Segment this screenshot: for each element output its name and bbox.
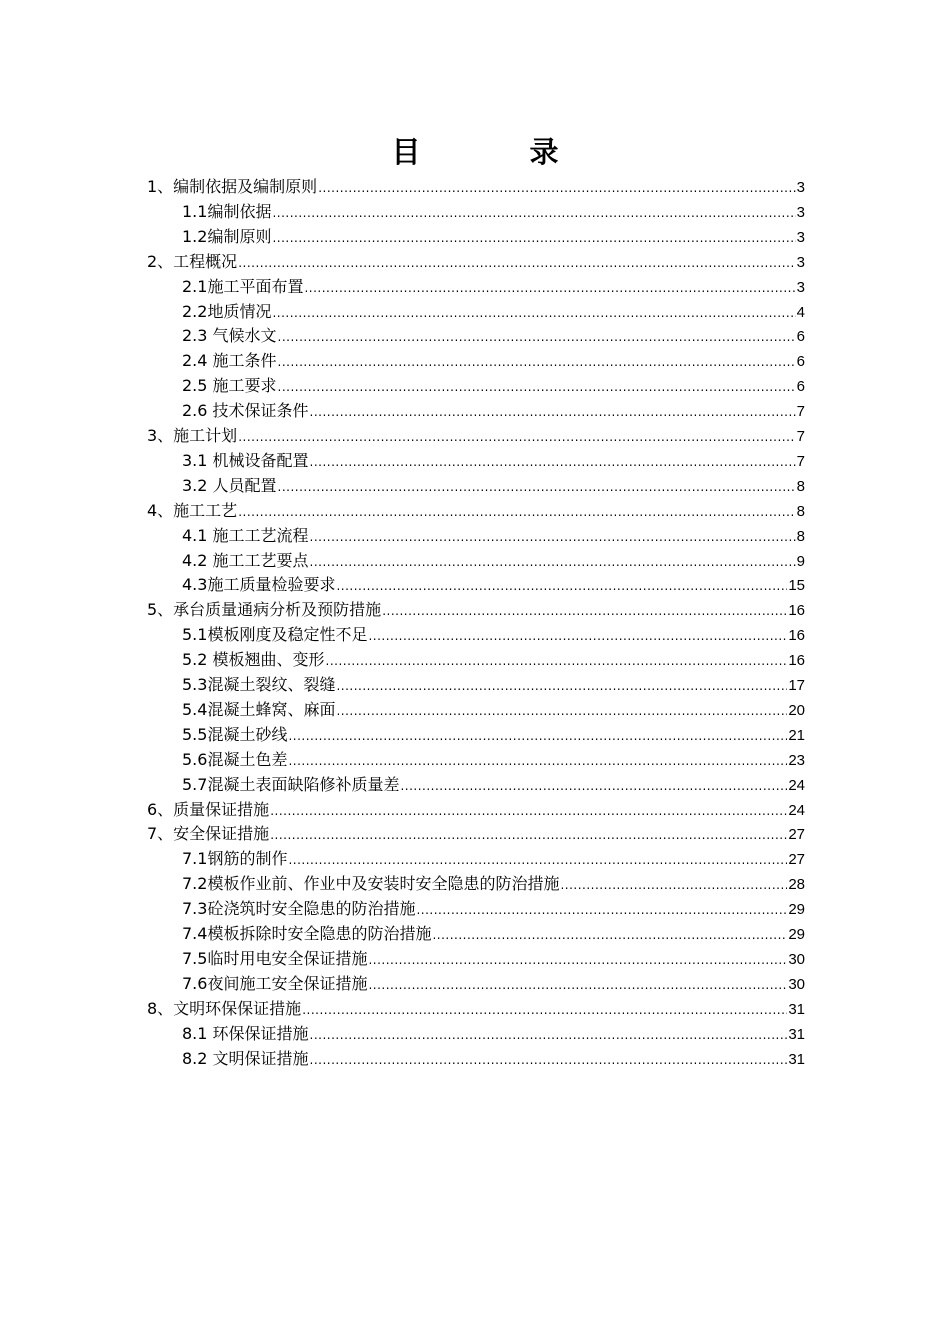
toc-page-number: 20 [788, 701, 805, 719]
toc-dot-leader [310, 525, 796, 549]
toc-dot-leader [278, 475, 796, 499]
toc-page-number: 3 [796, 179, 805, 196]
toc-entry[interactable] [182, 200, 805, 224]
toc-entry-title: 7.4模板拆除时安全隐患的防治措施 [182, 924, 432, 943]
toc-page-number: 29 [788, 901, 805, 919]
toc-entry-title: 2.1施工平面布置 [182, 276, 304, 296]
toc-dot-leader [336, 674, 787, 698]
toc-dot-leader [368, 948, 787, 972]
toc-page-number: 21 [788, 726, 805, 744]
toc-entry-title: 8.2 文明保证措施 [182, 1048, 309, 1068]
toc-entry[interactable] [182, 1047, 805, 1071]
toc-entry-title: 4.1 施工工艺流程 [182, 525, 309, 545]
toc-entry[interactable] [182, 922, 805, 946]
toc-dot-leader [270, 823, 787, 847]
toc-dot-leader [336, 699, 787, 723]
toc-entry-title: 1.2编制原则 [182, 226, 272, 246]
toc-page-number: 24 [788, 776, 805, 794]
toc-entry[interactable] [182, 947, 805, 971]
toc-dot-leader [416, 898, 787, 922]
toc-entry[interactable] [147, 997, 805, 1021]
toc-entry-title: 2.6 技术保证条件 [182, 401, 309, 421]
toc-dot-leader [272, 301, 795, 325]
toc-page-number: 3 [796, 203, 805, 221]
toc-entry-title: 2.5 施工要求 [182, 376, 277, 396]
toc-page-number: 3 [796, 228, 805, 246]
toc-entry[interactable] [182, 748, 805, 772]
toc-entry[interactable] [182, 1022, 805, 1046]
toc-entry[interactable] [147, 598, 805, 622]
toc-page-number: 31 [788, 1000, 805, 1018]
toc-page-number: 6 [796, 328, 805, 346]
toc-page-number: 30 [788, 975, 805, 993]
toc-entry-title: 1.1编制依据 [182, 201, 272, 221]
toc-page-number: 3 [796, 278, 805, 296]
toc-dot-leader [288, 724, 787, 748]
toc-dot-leader [432, 923, 787, 947]
toc-page-number: 23 [788, 751, 805, 769]
toc-entry[interactable] [182, 324, 805, 348]
toc-entry-title: 7.6夜间施工安全保证措施 [182, 973, 368, 993]
toc-page-number: 24 [788, 801, 805, 819]
toc-dot-leader [278, 350, 796, 374]
toc-dot-leader [400, 774, 787, 798]
toc-dot-leader [368, 624, 787, 648]
toc-entry-title: 5.5混凝土砂线 [182, 724, 288, 744]
toc-page-number: 31 [788, 1025, 805, 1043]
toc-entry[interactable] [182, 648, 805, 672]
toc-entry[interactable] [182, 972, 805, 996]
toc-entry-title: 8、文明环保保证措施 [147, 998, 302, 1018]
toc-dot-leader [382, 599, 787, 623]
toc-dot-leader [278, 375, 796, 399]
toc-entry[interactable] [182, 573, 805, 597]
toc-page-number: 6 [796, 353, 805, 371]
toc-entry-title: 5.1模板刚度及稳定性不足 [182, 625, 368, 645]
toc-entry[interactable] [182, 723, 805, 747]
toc-dot-leader [310, 1048, 788, 1072]
toc-entry[interactable] [182, 897, 805, 921]
toc-entry[interactable] [147, 424, 805, 448]
toc-page-number: 29 [788, 926, 805, 943]
toc-dot-leader [302, 998, 787, 1022]
toc-page-number: 8 [796, 477, 805, 495]
toc-page-number: 9 [796, 552, 805, 570]
toc-dot-leader [238, 500, 795, 524]
toc-entry[interactable] [147, 250, 805, 274]
toc-dot-leader [270, 799, 787, 823]
toc-dot-leader [278, 325, 796, 349]
toc-entry[interactable] [182, 872, 805, 896]
toc-dot-leader [304, 276, 795, 300]
toc-entry[interactable] [182, 524, 805, 548]
toc-page-number: 8 [796, 502, 805, 520]
toc-page-number: 6 [796, 378, 805, 396]
toc-entry-title: 3、施工计划 [147, 426, 238, 445]
toc-entry-title: 4、施工工艺 [147, 500, 238, 520]
toc-page-number: 30 [788, 950, 805, 968]
toc-page-number: 16 [788, 602, 805, 620]
toc-entry-title: 5、承台质量通病分析及预防措施 [147, 600, 382, 620]
toc-entry-title: 2.2地质情况 [182, 301, 272, 321]
toc-entry[interactable] [182, 474, 805, 498]
toc-entry[interactable] [182, 399, 805, 423]
toc-entry[interactable] [182, 225, 805, 249]
toc-entry-title: 5.3混凝土裂纹、裂缝 [182, 675, 336, 694]
toc-entry[interactable] [182, 549, 805, 573]
toc-entry[interactable] [147, 499, 805, 523]
toc-entry-title: 6、质量保证措施 [147, 799, 270, 819]
toc-entry[interactable] [182, 374, 805, 398]
toc-dot-leader [238, 425, 795, 449]
toc-dot-leader [288, 848, 787, 872]
toc-entry[interactable] [147, 822, 805, 846]
toc-entry-title: 7、安全保证措施 [147, 824, 270, 844]
toc-entry-title: 5.7混凝土表面缺陷修补质量差 [182, 774, 400, 794]
toc-entry-title: 7.2模板作业前、作业中及安装时安全隐患的防治措施 [182, 874, 560, 894]
toc-dot-leader [326, 649, 788, 673]
toc-entry-title: 4.2 施工工艺要点 [182, 550, 309, 570]
toc-entry[interactable] [182, 698, 805, 722]
toc-entry-title: 5.6混凝土色差 [182, 749, 288, 769]
toc-page-number: 3 [796, 253, 805, 271]
toc-entry[interactable] [182, 623, 805, 647]
toc-dot-leader [272, 201, 795, 225]
toc-entry[interactable] [182, 773, 805, 797]
toc-entry[interactable] [182, 847, 805, 871]
toc-page-number: 31 [788, 1050, 805, 1068]
toc-entry-title: 2.4 施工条件 [182, 351, 277, 371]
toc-entry-title: 7.3砼浇筑时安全隐患的防治措施 [182, 899, 416, 919]
toc-page-number: 8 [796, 527, 805, 545]
toc-entry-title: 2、工程概况 [147, 251, 238, 271]
toc-entry-title: 8.1 环保保证措施 [182, 1023, 309, 1043]
toc-entry[interactable] [182, 275, 805, 299]
toc-entry-title: 1、编制依据及编制原则 [147, 177, 318, 196]
toc-page-number: 7 [796, 428, 805, 445]
toc-dot-leader [310, 1023, 788, 1047]
toc-entry[interactable] [182, 300, 805, 324]
toc-entry[interactable] [182, 673, 805, 697]
toc-entry-title: 3.1 机械设备配置 [182, 450, 309, 470]
toc-dot-leader [310, 450, 796, 474]
toc-entry-title: 7.1钢筋的制作 [182, 849, 288, 869]
toc-dot-leader [238, 251, 795, 275]
toc-entry-title: 5.4混凝土蜂窝、麻面 [182, 699, 336, 719]
toc-page-number: 4 [796, 303, 805, 321]
toc-dot-leader [288, 749, 787, 773]
toc-dot-leader [368, 973, 787, 997]
toc-page-number: 27 [788, 826, 805, 844]
toc-dot-leader [310, 400, 796, 424]
toc-entry-title: 5.2 模板翘曲、变形 [182, 650, 325, 670]
toc-page-number: 27 [788, 851, 805, 869]
toc-dot-leader [560, 873, 787, 897]
toc-page-number: 16 [788, 652, 805, 670]
toc-entry-title: 7.5临时用电安全保证措施 [182, 948, 368, 968]
toc-page-number: 15 [788, 577, 805, 595]
toc-page-number: 7 [796, 403, 805, 421]
toc-entry[interactable] [182, 349, 805, 373]
toc-dot-leader [272, 226, 795, 250]
toc-page-number: 28 [788, 876, 805, 894]
toc-entry-title: 2.3 气候水文 [182, 326, 277, 346]
toc-page-number: 7 [796, 452, 805, 470]
toc-dot-leader [310, 550, 796, 574]
toc-entry-title: 4.3施工质量检验要求 [182, 575, 336, 595]
page-title: 目 录 [391, 135, 599, 169]
toc-dot-leader [318, 176, 795, 200]
toc-entry-title: 3.2 人员配置 [182, 475, 277, 495]
toc-page-number: 17 [788, 677, 805, 694]
toc-entry[interactable] [147, 798, 805, 822]
toc-dot-leader [336, 574, 787, 598]
toc-page-number: 16 [788, 627, 805, 645]
toc-entry[interactable] [182, 449, 805, 473]
toc-entry[interactable] [147, 175, 805, 199]
